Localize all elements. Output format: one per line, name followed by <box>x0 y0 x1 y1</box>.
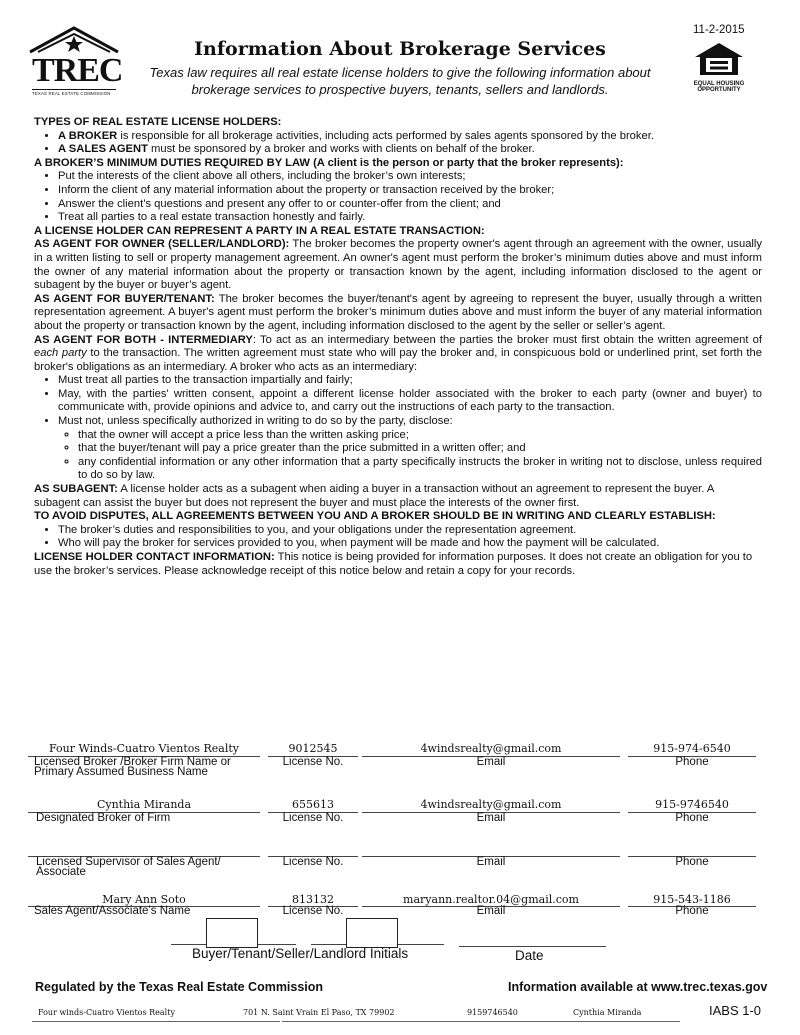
broker-phone-field[interactable]: 915-974-6540 <box>653 742 731 755</box>
broker-firm-name-label-1: Licensed Broker /Broker Firm Name or <box>34 756 231 768</box>
info-available-text: Information available at www.trec.texas.gov <box>508 980 768 994</box>
initials-label: Buyer/Tenant/Seller/Landlord Initials <box>192 946 409 961</box>
designated-broker-email-label: Email <box>476 812 506 824</box>
subagent-text: A license holder acts as a subagent when aiding a buyer in a transaction without an agreement to represent the buyer. A subagent can assist the buyer but does not represent the buyer and must place the interests of the owner first. <box>34 483 714 509</box>
equal-housing-icon <box>693 42 745 76</box>
sales-agent-name-field[interactable]: Mary Ann Soto <box>102 893 186 906</box>
supervisor-email-label: Email <box>476 856 506 868</box>
form-id: IABS 1-0 <box>709 1003 762 1018</box>
buyer-heading: AS AGENT FOR BUYER/TENANT: <box>34 292 215 305</box>
initials-box-2[interactable] <box>346 918 398 948</box>
intermediary-list <box>34 374 762 483</box>
disputes-list <box>34 524 762 551</box>
list-item <box>58 415 762 483</box>
intermediary-text-a: : To act as an intermediary between the parties the broker must first obtain the written agreement of <box>252 333 762 346</box>
duties-heading: A BROKER’S MINIMUM DUTIES REQUIRED BY LAW (A client is the person or party that the broker represents): <box>34 156 624 169</box>
initials-box-1[interactable] <box>206 918 258 948</box>
sales-agent-label: Sales Agent/Associate’s Name <box>34 905 191 917</box>
page-title: Information About Brokerage Services <box>194 38 606 60</box>
subagent-paragraph <box>34 483 762 510</box>
intermediary-paragraph <box>34 334 762 375</box>
form-date: 11-2-2015 <box>693 24 745 36</box>
disputes-heading: TO AVOID DISPUTES, ALL AGREEMENTS BETWEEN YOU AND A BROKER SHOULD BE IN WRITING AND CLEARLY ESTABLISH: <box>34 510 716 523</box>
designated-broker-email-field[interactable]: 4windsrealty@gmail.com <box>420 798 562 811</box>
supervisor-label-2: Associate <box>36 866 86 878</box>
list-item <box>58 143 762 157</box>
designated-broker-license-field[interactable]: 655613 <box>292 798 334 811</box>
item-text: is responsible for all brokerage activities, including acts performed by sales agents sponsored by the broker. <box>117 129 654 142</box>
contact-heading: LICENSE HOLDER CONTACT INFORMATION: <box>34 551 275 563</box>
page-subtitle <box>140 64 660 98</box>
list-item: • Inform the client of any material information about the property or transaction received by the broker; <box>58 184 762 198</box>
sales-agent-phone-field[interactable]: 915-543-1186 <box>653 893 731 906</box>
footer-phone: 9159746540 <box>467 1008 518 1017</box>
subtitle-line-1: Texas law requires all real estate license holders to give the following information about <box>149 65 651 80</box>
sublist-item: ◦ any confidential information or any other information that a party specifically instructs the broker in writing not to disclose, unless required to do so by law. <box>78 456 762 483</box>
logo-text: TREC <box>32 52 123 89</box>
list-item <box>58 130 762 144</box>
intermediary-italic: each party <box>34 347 87 360</box>
item-text: must be sponsored by a broker and works with clients on behalf of the broker. <box>147 143 535 156</box>
broker-firm-name-label-2: Primary Assumed Business Name <box>34 766 208 778</box>
broker-email-label: Email <box>476 756 506 768</box>
contact-text: This notice is being provided for information purposes. It does not create an obligation for you to use the broker’s services. Please acknowledge receipt of this notice below and retain a copy for your records. <box>34 551 753 577</box>
eho-line-1: EQUAL HOUSING <box>693 81 745 87</box>
subagent-heading: AS SUBAGENT: <box>34 483 118 496</box>
date-label: Date <box>515 948 544 963</box>
broker-email-field[interactable]: 4windsrealty@gmail.com <box>420 742 562 755</box>
broker-license-label: License No. <box>282 756 344 768</box>
subtitle-line-2: brokerage services to prospective buyers, tenants, sellers and landlords. <box>191 82 609 97</box>
owner-heading: AS AGENT FOR OWNER (SELLER/LANDLORD): <box>34 238 290 251</box>
broker-phone-label: Phone <box>675 756 709 768</box>
types-heading: TYPES OF REAL ESTATE LICENSE HOLDERS: <box>34 116 282 128</box>
list-item: • Who will pay the broker for services provided to you, when payment will be made and how the payment will be calculated. <box>58 537 762 551</box>
intermediary-heading: AS AGENT FOR BOTH - INTERMEDIARY <box>34 333 253 346</box>
footer-line-1 <box>32 1021 280 1022</box>
buyer-text: The broker becomes the buyer/tenant's agent by agreeing to represent the buyer, usually through a written representation agreement. A buyer's agent must perform the broker’s minimum duties above and must inform the buyer of any material information about the property or transaction known by the agent, including information disclosed to the agent by the seller or seller’s agent. <box>34 292 763 332</box>
designated-broker-label: Designated Broker of Firm <box>36 812 171 824</box>
owner-text: The broker becomes the property owner's agent through an agreement with the owner, usually in a written listing to sell or property management agreement. An owner's agent must perform the broker’s minimum duties above and must inform the owner of any material information about the property or transaction known by the agent, including information disclosed to the agent or subagent by the buyer or buyer’s agent. <box>34 238 762 292</box>
footer-broker-name: Cynthia Miranda <box>573 1008 642 1017</box>
list-item: • The broker’s duties and responsibilities to you, and your obligations under the representation agreement. <box>58 524 762 538</box>
footer-line-4 <box>535 1021 680 1022</box>
footer-firm-name: Four winds-Cuatro Vientos Realty <box>38 1008 175 1017</box>
designated-broker-phone-field[interactable]: 915-9746540 <box>655 798 729 811</box>
trec-logo <box>28 26 123 98</box>
list-item: • Put the interests of the client above all others, including the broker’s own interests; <box>58 170 762 184</box>
list-item: • Answer the client’s questions and present any offer to or counter-offer from the client; and <box>58 198 762 212</box>
regulated-by-text: Regulated by the Texas Real Estate Commission <box>35 980 324 994</box>
document-body <box>34 116 762 578</box>
types-list <box>34 130 762 157</box>
sublist-item: ◦ that the buyer/tenant will pay a price greater than the price submitted in a written offer; and <box>78 442 762 456</box>
equal-housing-logo <box>693 42 745 93</box>
supervisor-phone-label: Phone <box>675 856 709 868</box>
designated-broker-phone-label: Phone <box>675 812 709 824</box>
intermediary-text-b: to the transaction. The written agreement must state who will pay the broker and, in conspicuous bold or underlined print, set forth the broker's obligations as an intermediary. A broker who acts as an intermediary: <box>34 347 762 373</box>
eho-line-2: OPPORTUNITY <box>697 87 741 93</box>
sales-agent-email-label: Email <box>476 905 506 917</box>
supervisor-label-1: Licensed Supervisor of Sales Agent/ <box>36 856 221 868</box>
sublist-item: ◦ that the owner will accept a price less than the written asking price; <box>78 429 762 443</box>
list-item: • Must treat all parties to the transaction impartially and fairly; <box>58 374 762 388</box>
equal-housing-text <box>693 81 745 93</box>
broker-firm-name-field[interactable]: Four Winds-Cuatro Vientos Realty <box>48 742 240 755</box>
sales-agent-license-field[interactable]: 813132 <box>292 893 334 906</box>
buyer-paragraph <box>34 293 762 334</box>
logo-subtext: TEXAS REAL ESTATE COMMISSION <box>32 91 111 96</box>
broker-license-field[interactable]: 9012545 <box>288 742 338 755</box>
item-bold: A SALES AGENT <box>58 143 148 156</box>
item-text: Must not, unless specifically authorized in writing to do so by the party, disclose: <box>58 415 453 428</box>
list-item: • Treat all parties to a real estate transaction honestly and fairly. <box>58 211 762 225</box>
designated-broker-name-field[interactable]: Cynthia Miranda <box>96 798 192 811</box>
intermediary-sublist <box>58 429 762 483</box>
supervisor-license-label: License No. <box>282 856 344 868</box>
sales-agent-license-label: License No. <box>282 905 344 917</box>
sales-agent-phone-label: Phone <box>675 905 709 917</box>
designated-broker-license-label: License No. <box>282 812 344 824</box>
date-line[interactable] <box>459 946 606 947</box>
item-bold: A BROKER <box>58 129 118 142</box>
contact-paragraph <box>34 551 762 578</box>
duties-list <box>34 170 762 224</box>
sales-agent-email-field[interactable]: maryann.realtor.04@gmail.com <box>403 893 579 906</box>
owner-paragraph <box>34 238 762 292</box>
represent-heading: A LICENSE HOLDER CAN REPRESENT A PARTY IN A REAL ESTATE TRANSACTION: <box>34 224 485 237</box>
footer-address: 701 N. Saint Vrain El Paso, TX 79902 <box>243 1008 395 1017</box>
list-item: • May, with the parties' written consent, appoint a different license holder associated with the broker to each party (owner and buyer) to communicate with, provide opinions and advice to, and carry out the instructions of each party to the transaction. <box>58 388 762 415</box>
